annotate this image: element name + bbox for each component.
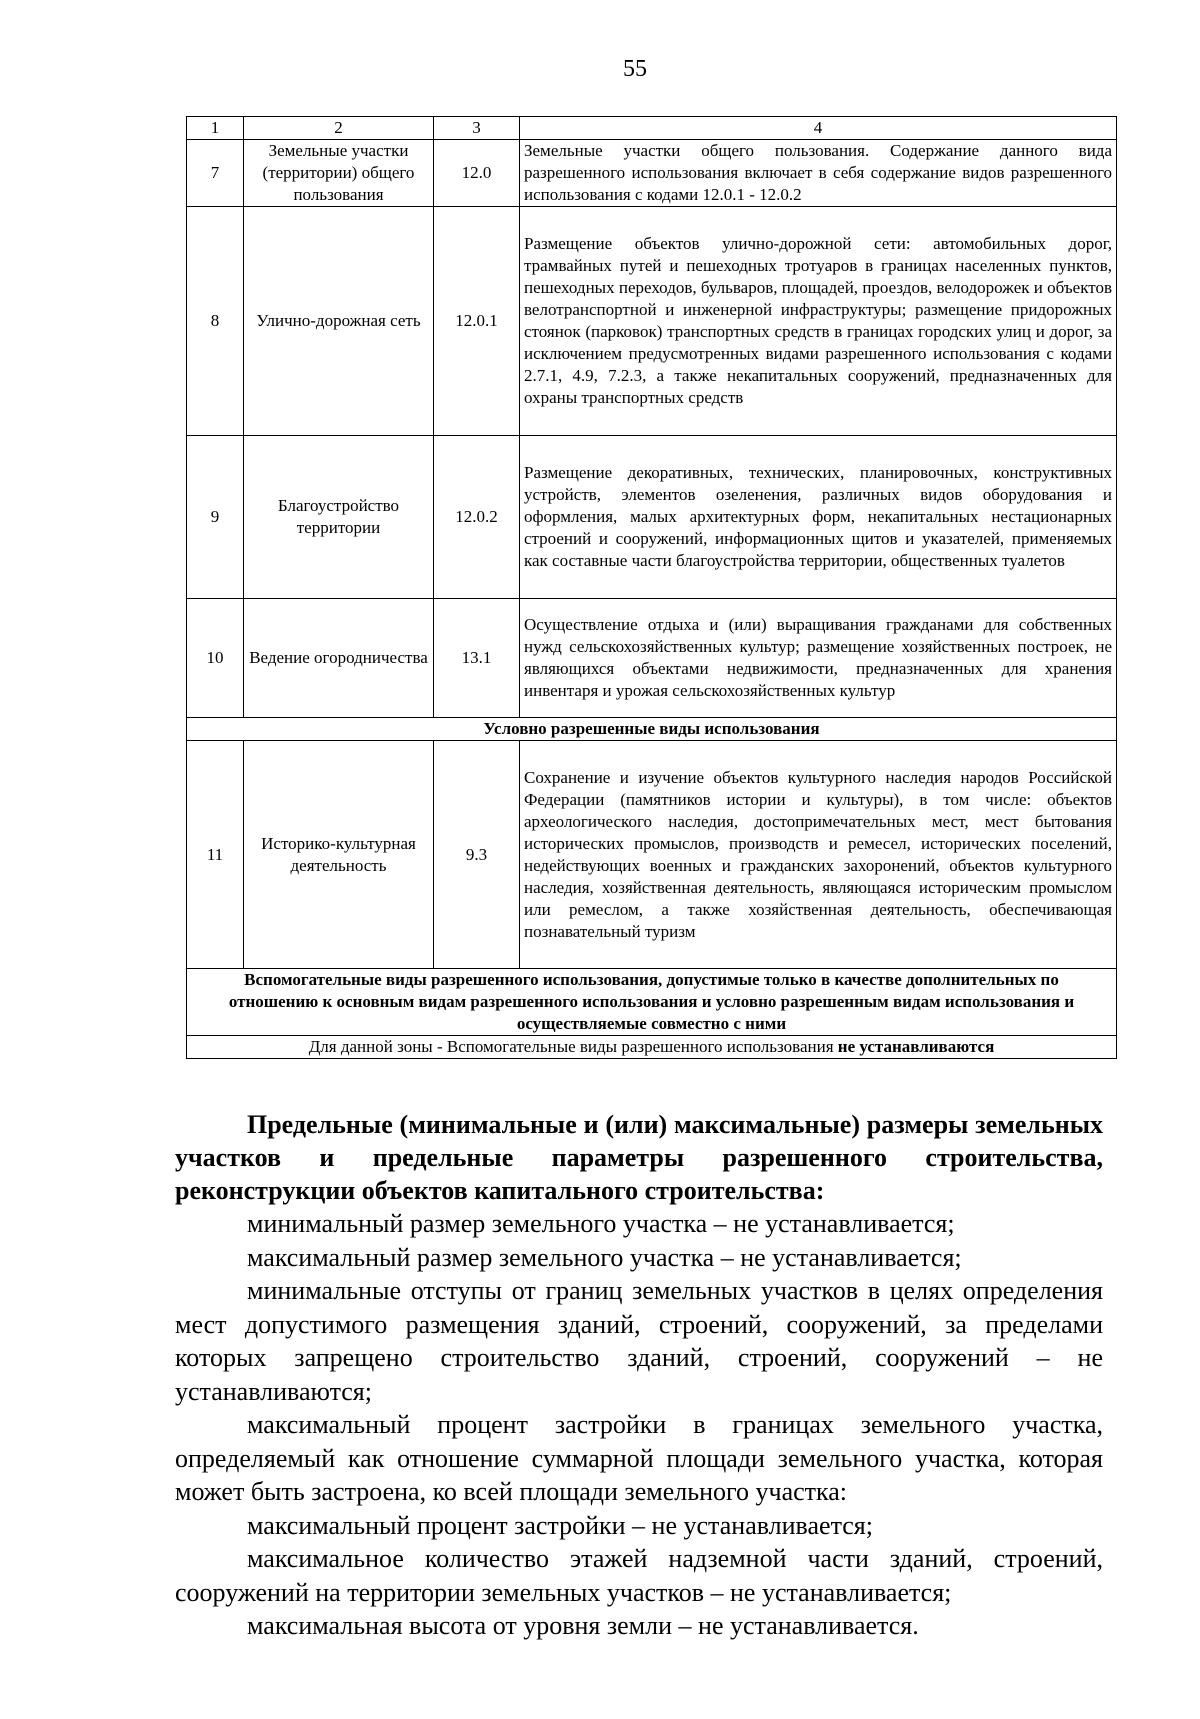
use-type-name: Ведение огородничества: [244, 599, 434, 718]
auxiliary-uses-heading: Вспомогательные виды разрешенного использования, допустимые только в качестве дополнительных по отношению к основным видам разрешенного использования и условно разрешенным видам использования и осуществляемые совместно с ними: [187, 969, 1117, 1036]
use-type-name: Благоустройство территории: [244, 436, 434, 599]
note-row: [187, 1036, 1117, 1059]
row-number: 8: [187, 207, 244, 436]
column-header: 2: [244, 117, 434, 140]
use-type-code: 12.0: [434, 140, 520, 207]
page-number: 55: [623, 56, 647, 82]
column-header: 1: [187, 117, 244, 140]
use-type-description: Осуществление отдыха и (или) выращивания гражданами для собственных нужд сельскохозяйственных культур; размещение хозяйственных построек, не являющихся объектами недвижимости, предназначенных для хранения инвентаря и урожая сельскохозяйственных культур: [520, 599, 1117, 718]
column-header: 4: [520, 117, 1117, 140]
use-type-code: 12.0.2: [434, 436, 520, 599]
use-type-description: Земельные участки общего пользования. Содержание данного вида разрешенного использования включает в себя содержание видов разрешенного использования с кодами 12.0.1 - 12.0.2: [520, 140, 1117, 207]
row-number: 7: [187, 140, 244, 207]
parameters-heading: Предельные (минимальные и (или) максимальные) размеры земельных участков и предельные параметры разрешенного строительства, реконструкции объектов капитального строительства:: [175, 1110, 1103, 1205]
table-header-row: [187, 117, 1117, 140]
section-heading-row: [187, 718, 1117, 741]
auxiliary-note-prefix: Для данной зоны - Вспомогательные виды разрешенного использования: [308, 1037, 838, 1056]
parameter-paragraph: максимальная высота от уровня земли – не устанавливается.: [247, 1611, 919, 1640]
table-row: [187, 207, 1117, 436]
use-type-code: 12.0.1: [434, 207, 520, 436]
table-row: [187, 436, 1117, 599]
column-header: 3: [434, 117, 520, 140]
parameters-section: [175, 1108, 1103, 1643]
parameter-paragraph: максимальный процент застройки – не устанавливается;: [247, 1510, 873, 1540]
use-type-name: Улично-дорожная сеть: [244, 207, 434, 436]
table-row: [187, 599, 1117, 718]
section-heading-row: [187, 969, 1117, 1036]
parameter-paragraph: максимальный процент застройки в границах земельного участка, определяемый как отношение суммарной площади земельного участка, которая может быть застроена, ко всей площади земельного участка:: [175, 1410, 1103, 1506]
parameter-paragraph: минимальные отступы от границ земельных участков в целях определения мест допустимого размещения зданий, строений, сооружений, за пределами которых запрещено строительство зданий, строений, сооружений – не устанавливаются;: [175, 1276, 1103, 1406]
parameter-paragraph: максимальный размер земельного участка – не устанавливается;: [247, 1242, 962, 1272]
use-type-code: 9.3: [434, 741, 520, 969]
row-number: 10: [187, 599, 244, 718]
conditional-uses-heading: Условно разрешенные виды использования: [187, 718, 1117, 741]
row-number: 11: [187, 741, 244, 969]
table-row: [187, 741, 1117, 969]
auxiliary-note-bold: не устанавливаются: [837, 1037, 995, 1056]
auxiliary-uses-note: [187, 1036, 1117, 1059]
land-use-table: [186, 116, 1117, 1059]
use-type-code: 13.1: [434, 599, 520, 718]
use-type-name: Историко-культурная деятельность: [244, 741, 434, 969]
use-type-description: Размещение объектов улично-дорожной сети: автомобильных дорог, трамвайных путей и пешеходных тротуаров в границах населенных пунктов, пешеходных переходов, бульваров, площадей, проездов, велодорожек и объектов велотранспортной и инженерной инфраструктуры; размещение придорожных стоянок (парковок) транспортных средств в границах городских улиц и дорог, за исключением предусмотренных видами разрешенного использования с кодами 2.7.1, 4.9, 7.2.3, а также некапитальных сооружений, предназначенных для охраны транспортных средств: [520, 207, 1117, 436]
row-number: 9: [187, 436, 244, 599]
parameter-paragraph: минимальный размер земельного участка – не устанавливается;: [247, 1209, 955, 1238]
use-type-description: Сохранение и изучение объектов культурного наследия народов Российской Федерации (памятников истории и культуры), в том числе: объектов археологического наследия, достопримечательных мест, мест бытования исторических промыслов, производств и ремесел, исторических поселений, недействующих военных и гражданских захоронений, объектов культурного наследия, хозяйственная деятельность, являющаяся историческим промыслом или ремеслом, а также хозяйственная деятельность, обеспечивающая познавательный туризм: [520, 741, 1117, 969]
use-type-name: Земельные участки (территории) общего пользования: [244, 140, 434, 207]
table-row: [187, 140, 1117, 207]
parameter-paragraph: максимальное количество этажей надземной части зданий, строений, сооружений на территории земельных участков – не устанавливается;: [175, 1544, 1103, 1607]
use-type-description: Размещение декоративных, технических, планировочных, конструктивных устройств, элементов озеленения, различных видов оборудования и оформления, малых архитектурных форм, некапитальных нестационарных строений и сооружений, информационных щитов и указателей, применяемых как составные части благоустройства территории, общественных туалетов: [520, 436, 1117, 599]
